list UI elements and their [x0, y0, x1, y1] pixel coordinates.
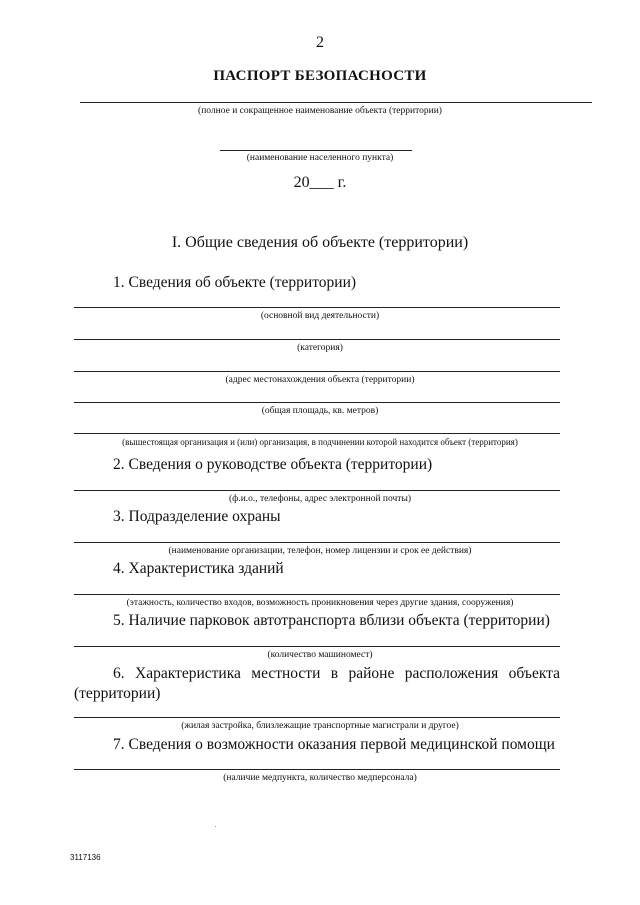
year-field: 20___ г. [293, 174, 347, 191]
category-line[interactable] [74, 339, 560, 340]
medical-caption: (наличие медпункта, количество медперсонала) [223, 773, 417, 783]
activity-line[interactable] [74, 307, 560, 308]
medical-line[interactable] [74, 769, 560, 770]
item-2-heading: 2. Сведения о руководстве объекта (территории) [113, 456, 433, 473]
item-1-heading: 1. Сведения об объекте (территории) [113, 274, 357, 291]
category-caption: (категория) [297, 343, 343, 353]
terrain-line[interactable] [74, 717, 560, 718]
buildings-line[interactable] [74, 594, 560, 595]
address-caption: (адрес местонахождения объекта (территории) [225, 375, 415, 385]
parking-caption: (количество машиномест) [267, 650, 373, 660]
scan-speck [215, 826, 216, 827]
parent-org-line[interactable] [74, 433, 560, 434]
item-5-heading: 5. Наличие парковок автотранспорта вблизи объекта (территории) [113, 612, 550, 629]
page-number: 2 [316, 34, 324, 51]
object-name-caption: (полное и сокращенное наименование объекта (территории) [198, 106, 442, 116]
security-line[interactable] [74, 542, 560, 543]
document-title: ПАСПОРТ БЕЗОПАСНОСТИ [213, 68, 427, 84]
parking-line[interactable] [74, 646, 560, 647]
management-line[interactable] [74, 490, 560, 491]
section-title: I. Общие сведения об объекте (территории) [171, 234, 469, 251]
area-line[interactable] [74, 402, 560, 403]
item-4-heading: 4. Характеристика зданий [113, 560, 284, 577]
terrain-caption: (жилая застройка, близлежащие транспортные магистрали и другое) [181, 721, 459, 731]
activity-caption: (основной вид деятельности) [260, 311, 380, 321]
management-caption: (ф.и.о., телефоны, адрес электронной почты) [229, 494, 411, 504]
item-7-heading: 7. Сведения о возможности оказания первой медицинской помощи [113, 736, 555, 753]
area-caption: (общая площадь, кв. метров) [261, 406, 379, 416]
address-line[interactable] [74, 371, 560, 372]
item-6-heading: 6. Характеристика местности в районе расположения объекта (территории) [74, 665, 560, 702]
document-code: 3117136 [70, 853, 101, 862]
settlement-line[interactable] [220, 150, 412, 151]
security-caption: (наименование организации, телефон, номер лицензии и срок ее действия) [168, 546, 472, 556]
item-3-heading: 3. Подразделение охраны [113, 508, 281, 525]
buildings-caption: (этажность, количество входов, возможность проникновения через другие здания, сооружения) [126, 598, 514, 608]
object-name-line[interactable] [80, 102, 592, 103]
parent-org-caption: (вышестоящая организация и (или) организация, в подчинении которой находится объект (территория) [122, 437, 518, 447]
settlement-caption: (наименование населенного пункта) [246, 153, 394, 163]
